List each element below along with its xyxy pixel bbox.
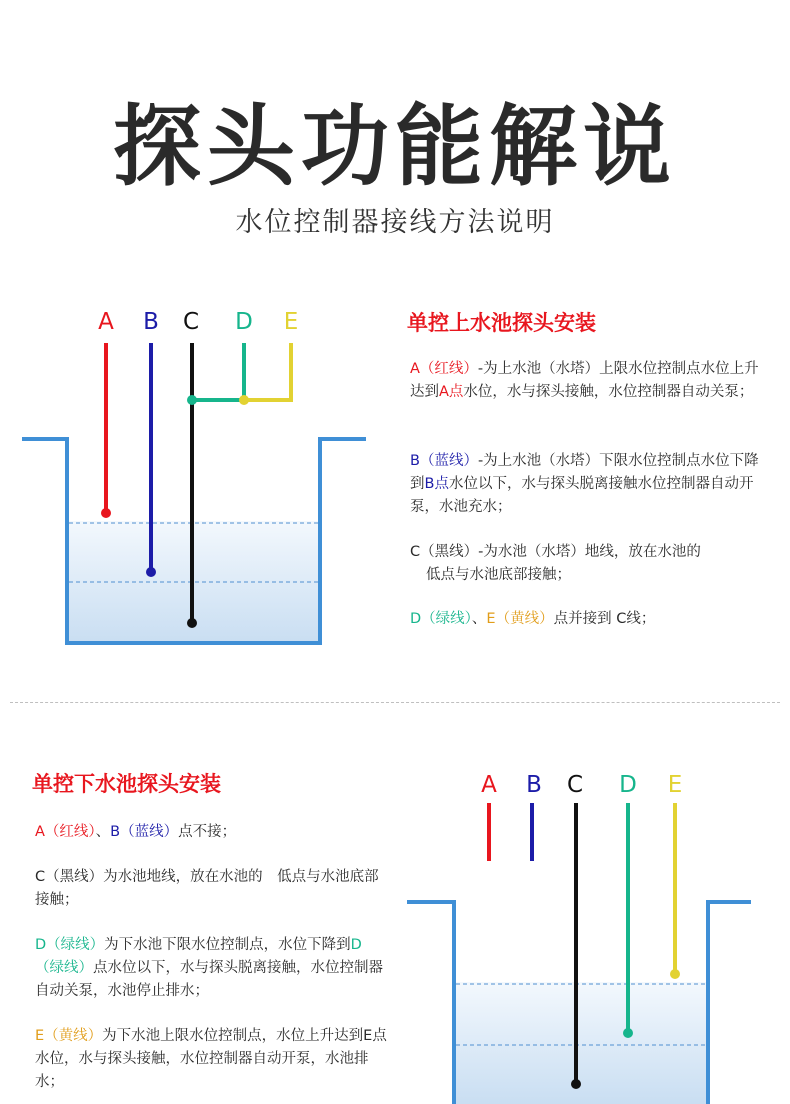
upper-wire-e bbox=[244, 343, 291, 400]
lower-p4-yellow-label: E（黄线） bbox=[35, 1028, 103, 1044]
lower-label-c: C bbox=[566, 772, 584, 798]
upper-label-b: B bbox=[143, 309, 159, 335]
lower-p1-red-label: A（红线） bbox=[35, 824, 96, 840]
upper-p3-line-1: C（黑线）-为水池（水塔）地线，放在水池的 bbox=[410, 544, 701, 560]
section-divider bbox=[10, 702, 780, 703]
lower-p3-green-label-2: D（绿线） bbox=[35, 937, 362, 976]
lower-label-d: D bbox=[619, 772, 637, 798]
upper-p2-blue-label: B（蓝线） bbox=[410, 453, 478, 469]
upper-label-e: E bbox=[283, 309, 299, 335]
upper-paragraph-b bbox=[410, 450, 760, 519]
upper-p1-point: A点 bbox=[439, 384, 464, 400]
lower-label-b: B bbox=[526, 772, 542, 798]
upper-junction-c bbox=[187, 395, 197, 405]
lower-p1-sep: 、 bbox=[95, 824, 111, 840]
lower-probe-d bbox=[623, 1028, 633, 1038]
lower-probe-e bbox=[670, 969, 680, 979]
upper-paragraph-a bbox=[410, 358, 760, 404]
upper-p3-line-2: 低点与水池底部接触； bbox=[426, 567, 571, 583]
upper-probe-a bbox=[101, 508, 111, 518]
upper-paragraph-d bbox=[410, 608, 760, 631]
lower-probe-c bbox=[571, 1079, 581, 1089]
lower-p1-text: 点不接； bbox=[178, 824, 237, 840]
lower-p2-text: C（黑线）为水池地线，放在水池的 低点与水池底部接触； bbox=[35, 869, 379, 908]
upper-p2-point: B点 bbox=[424, 476, 449, 492]
lower-p3-text: 为下水池下限水位控制点，水位下降到 bbox=[104, 937, 351, 953]
upper-section-heading: 单控上水池探头安装 bbox=[407, 311, 596, 335]
upper-probe-c bbox=[187, 618, 197, 628]
lower-water bbox=[454, 982, 708, 1104]
lower-paragraph-c bbox=[35, 866, 385, 912]
lower-paragraph-e bbox=[35, 1025, 390, 1094]
upper-junction-d bbox=[239, 395, 249, 405]
lower-label-a: A bbox=[481, 772, 497, 798]
lower-tank-diagram bbox=[400, 760, 790, 1104]
upper-p2-text-2: 水位以下，水与探头脱离接触水位控制器自动开泵，水池充水； bbox=[410, 476, 754, 515]
upper-tank-diagram bbox=[0, 300, 400, 660]
upper-p4-green-label: D（绿线） bbox=[410, 611, 472, 627]
lower-p3-text-2: 点水位以下，水与探头脱离接触，水位控制器自动关泵，水池停止排水； bbox=[35, 960, 383, 999]
upper-label-c: C bbox=[182, 309, 200, 335]
lower-paragraph-d bbox=[35, 934, 390, 1003]
upper-label-d: D bbox=[235, 309, 253, 335]
lower-label-e: E bbox=[667, 772, 683, 798]
upper-p4-yellow-label: E（黄线） bbox=[486, 611, 554, 627]
upper-paragraph-c bbox=[410, 541, 760, 587]
upper-label-a: A bbox=[98, 309, 114, 335]
lower-p1-blue-label: B（蓝线） bbox=[110, 824, 179, 840]
page-title: 探头功能解说 bbox=[112, 95, 677, 198]
page-subtitle: 水位控制器接线方法说明 bbox=[235, 207, 555, 238]
upper-p1-text: -为上水池（水塔）上限水位控制点水位上升达到 bbox=[410, 361, 759, 400]
upper-p1-text-2: 水位，水与探头接触，水位控制器自动关泵； bbox=[463, 384, 754, 400]
upper-probe-b bbox=[146, 567, 156, 577]
lower-paragraph-a bbox=[35, 821, 385, 844]
lower-p4-text: 为下水池上限水位控制点，水位上升达到E点水位，水与探头接触，水位控制器自动开泵，水池排水； bbox=[35, 1028, 387, 1090]
upper-p1-red-label: A（红线） bbox=[410, 361, 478, 377]
upper-wire-d bbox=[192, 343, 244, 400]
upper-p2-text: -为上水池（水塔）下限水位控制点水位下降到 bbox=[410, 453, 759, 492]
upper-p4-text: 点并接到 C线； bbox=[553, 611, 656, 627]
lower-section-heading: 单控下水池探头安装 bbox=[32, 772, 221, 796]
upper-p4-sep: 、 bbox=[471, 611, 487, 627]
lower-p3-green-label: D（绿线） bbox=[35, 937, 105, 953]
